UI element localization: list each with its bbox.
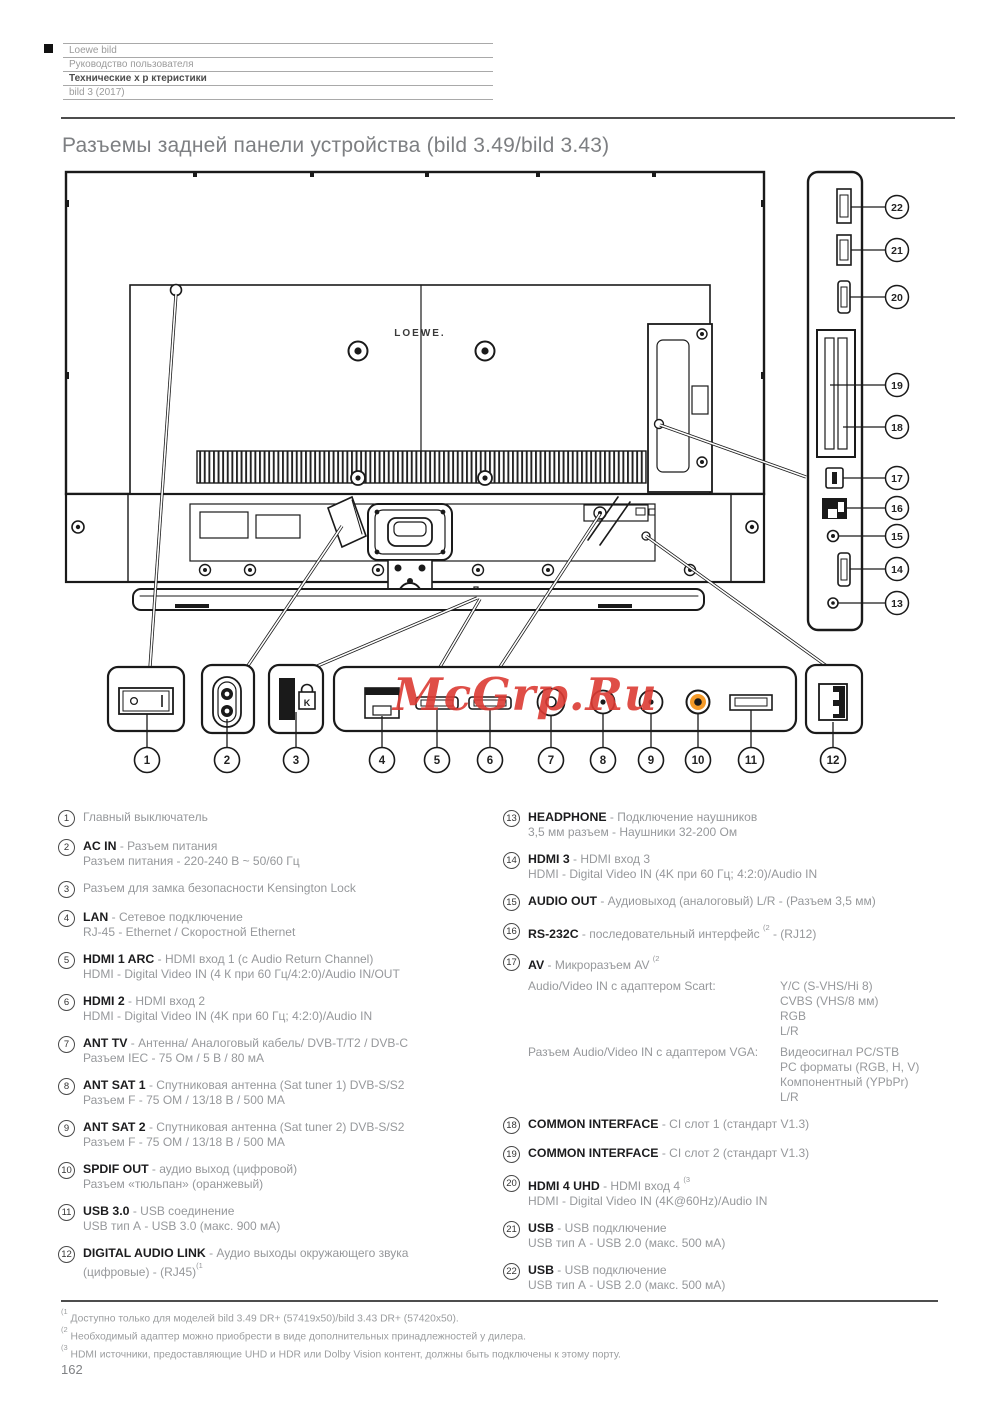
legend-item-15 bbox=[503, 894, 963, 911]
callout-6: 6 bbox=[486, 755, 494, 767]
callout-17: 17 bbox=[891, 473, 903, 485]
callout-22: 22 bbox=[891, 202, 903, 214]
legend-item-number: 5 bbox=[58, 952, 75, 969]
legend-item-13 bbox=[503, 810, 963, 840]
legend-item-text: SPDIF OUT - аудио выход (цифровой) Разъем «тюльпан» (оранжевый) bbox=[83, 1162, 298, 1191]
legend-item-text: COMMON INTERFACE - CI слот 2 (стандарт V1.3) bbox=[528, 1146, 810, 1160]
legend-item-17 bbox=[503, 954, 963, 1105]
legend-left-column bbox=[58, 810, 498, 1292]
callout-7: 7 bbox=[547, 755, 555, 767]
legend-item-number: 7 bbox=[58, 1036, 75, 1053]
legend-item-6 bbox=[58, 994, 498, 1024]
callout-19: 19 bbox=[891, 380, 903, 392]
legend-item-18 bbox=[503, 1117, 963, 1134]
legend-item-number: 3 bbox=[58, 881, 75, 898]
callout-14: 14 bbox=[891, 564, 903, 576]
legend-item-text: ANT SAT 1 - Спутниковая антенна (Sat tuner 1) DVB-S/S2 Разъем F - 75 ОМ / 13/18 В / 500 МА bbox=[83, 1078, 405, 1107]
cable-grommet bbox=[171, 285, 182, 296]
legend-item-text: RS-232C - последовательный интерфейс $^{(2}$ - (RJ12) bbox=[528, 923, 817, 941]
legend-item-19 bbox=[503, 1146, 963, 1163]
callout-3: 3 bbox=[292, 755, 300, 767]
footnote-1: $^{(1}$ Доступно только для моделей bild 3.49 DR+ (57419x50)/bild 3.43 DR+ (57420x50). bbox=[61, 1307, 459, 1325]
legend-item-text: LAN - Сетевое подключение RJ-45 - Ethernet / Скоростной Ethernet bbox=[83, 910, 296, 939]
power-switch bbox=[108, 667, 184, 731]
legend-item-number: 11 bbox=[58, 1204, 75, 1221]
legend-item-4 bbox=[58, 910, 498, 940]
vent-strip bbox=[197, 451, 646, 483]
callout-20: 20 bbox=[891, 292, 903, 304]
legend-item-number: 19 bbox=[503, 1146, 520, 1163]
legend-item-text: HDMI 2 - HDMI вход 2 HDMI - Digital Video IN (4K при 60 Гц; 4:2:0)/Audio IN bbox=[83, 994, 373, 1023]
header-row-model: bild 3 (2017) bbox=[69, 87, 125, 98]
legend-item-text: COMMON INTERFACE - CI слот 1 (стандарт V1.3) bbox=[528, 1117, 810, 1131]
callout-13: 13 bbox=[891, 598, 903, 610]
legend-item-number: 22 bbox=[503, 1263, 520, 1280]
legend-item-text: ANT SAT 2 - Спутниковая антенна (Sat tuner 2) DVB-S/S2 Разъем F - 75 ОМ / 13/18 В / 500 МА bbox=[83, 1120, 405, 1149]
legend-item-number: 17 bbox=[503, 954, 520, 971]
callout-9: 9 bbox=[647, 755, 655, 767]
legend-item-text: USB - USB подключение USB тип А - USB 2.0 (макс. 500 мА) bbox=[528, 1221, 726, 1250]
header-row-section: Технические х р ктеристики bbox=[69, 73, 207, 84]
legend-item-11 bbox=[58, 1204, 498, 1234]
legend-item-8 bbox=[58, 1078, 498, 1108]
legend-item-number: 18 bbox=[503, 1117, 520, 1134]
callout-2: 2 bbox=[223, 755, 231, 767]
legend-item-16 bbox=[503, 923, 963, 942]
legend-item-20 bbox=[503, 1175, 963, 1209]
callout-15: 15 bbox=[891, 531, 903, 543]
legend-item-number: 21 bbox=[503, 1221, 520, 1238]
rs232c-jack bbox=[822, 498, 847, 519]
header-row-brand: Loewe bild bbox=[69, 45, 117, 56]
page-title: Разъемы задней панели устройства (bild 3.49/bild 3.43) bbox=[62, 134, 610, 157]
callout-4: 4 bbox=[378, 755, 386, 767]
legend-item-text: USB 3.0 - USB соединение USB тип А - USB 3.0 (макс. 900 мА) bbox=[83, 1204, 281, 1233]
legend-item-21 bbox=[503, 1221, 963, 1251]
legend-item-number: 16 bbox=[503, 923, 520, 940]
callout-21: 21 bbox=[891, 245, 903, 257]
callout-18: 18 bbox=[891, 422, 903, 434]
legend-item-2 bbox=[58, 839, 498, 869]
legend-item-5 bbox=[58, 952, 498, 982]
callout-1: 1 bbox=[143, 755, 151, 767]
watermark: McGrp.Ru bbox=[393, 668, 658, 721]
legend-item-text: AUDIO OUT - Аудиовыход (аналоговый) L/R - (Разъем 3,5 мм) bbox=[528, 894, 876, 908]
legend-item-7 bbox=[58, 1036, 498, 1066]
legend-item-number: 8 bbox=[58, 1078, 75, 1095]
legend-item-text: Разъем для замка безопасности Kensington Lock bbox=[83, 881, 356, 895]
legend-item-9 bbox=[58, 1120, 498, 1150]
legend-item-text: AC IN - Разъем питания Разъем питания - 220-240 В ~ 50/60 Гц bbox=[83, 839, 300, 868]
callout-12: 12 bbox=[826, 755, 840, 767]
legend-item-number: 20 bbox=[503, 1175, 520, 1192]
footnote-2: $^{(2}$ Необходимый адаптер можно приобрести в виде дополнительных принадлежностей у дилера. bbox=[61, 1324, 526, 1343]
legend-item-text: HDMI 4 UHD - HDMI вход 4 $^{(3}$ HDMI - Digital Video IN (4K@60Hz)/Audio IN bbox=[528, 1175, 768, 1208]
legend-item-number: 14 bbox=[503, 852, 520, 869]
terminal-band bbox=[66, 494, 764, 610]
legend-item-22 bbox=[503, 1263, 963, 1293]
legend-item-text: USB - USB подключение USB тип А - USB 2.0 (макс. 500 мА) bbox=[528, 1263, 726, 1292]
callout-5: 5 bbox=[433, 755, 441, 767]
legend-item-number: 1 bbox=[58, 810, 75, 827]
legend-right-column bbox=[503, 810, 963, 1305]
spdif-out-socket bbox=[687, 691, 710, 714]
footnotes bbox=[61, 1308, 621, 1362]
legend-item-number: 9 bbox=[58, 1120, 75, 1137]
legend-item-text: DIGITAL AUDIO LINK - Аудио выходы окружающего звука (цифровые) - (RJ45)$^{(1}$ bbox=[83, 1246, 409, 1279]
legend-item-number: 4 bbox=[58, 910, 75, 927]
kensington-k-label: K bbox=[303, 698, 311, 708]
legend-item-text: HDMI 1 ARC - HDMI вход 1 (с Audio Return Channel) HDMI - Digital Video IN (4 К при 60 Гц/4:2:0)/Audio IN/OUT bbox=[83, 952, 400, 981]
legend-item-text: ANT TV - Антенна/ Аналоговый кабель/ DVB-T/T2 / DVB-C Разъем IEC - 75 Ом / 5 В / 80 мА bbox=[83, 1036, 409, 1065]
footnote-3: $^{(3}$ HDMI источники, предоставляющие UHD и HDR или Dolby Vision контент, должны быть подключены к этому порту. bbox=[61, 1342, 621, 1361]
legend-item-14 bbox=[503, 852, 963, 882]
bottom-callouts bbox=[135, 748, 846, 773]
legend-item-text: HEADPHONE - Подключение наушников 3,5 мм разъем - Наушники 32-200 Ом bbox=[528, 810, 758, 839]
ci-module bbox=[648, 324, 712, 492]
header-row-manual: Руководство пользователя bbox=[69, 59, 194, 70]
legend-item-number: 15 bbox=[503, 894, 520, 911]
legend-item-number: 13 bbox=[503, 810, 520, 827]
legend-item-number: 12 bbox=[58, 1246, 75, 1263]
legend-item-text: AV - Микроразъем AV $^{(2}$ Audio/Video IN с адаптером Scart: Y/C (S-VHS/Hi 8) CVBS (VHS/8 мм) RGB L/R Разъем Audio/Video IN с адаптером VGA: Видеосигнал PC/STB PC форматы (RGB, H, V) Компонентный (YPbPr) L/R bbox=[528, 954, 920, 1104]
digital-audio-link-box bbox=[806, 665, 862, 733]
legend-item-number: 10 bbox=[58, 1162, 75, 1179]
legend-item-3 bbox=[58, 881, 498, 898]
loewe-logo: LOEWE. bbox=[394, 328, 446, 339]
legend-item-text: Главный выключатель bbox=[83, 810, 208, 824]
legend-item-1 bbox=[58, 810, 498, 827]
callout-11: 11 bbox=[744, 755, 758, 767]
callout-8: 8 bbox=[599, 755, 607, 767]
side-callouts bbox=[886, 196, 909, 615]
page-number: 162 bbox=[61, 1362, 83, 1377]
legend-item-number: 2 bbox=[58, 839, 75, 856]
legend-item-12 bbox=[58, 1246, 498, 1280]
side-panel bbox=[808, 172, 885, 630]
callout-16: 16 bbox=[891, 503, 903, 515]
legend-item-number: 6 bbox=[58, 994, 75, 1011]
ac-in-connector bbox=[202, 665, 254, 733]
callout-10: 10 bbox=[691, 755, 705, 767]
legend-item-text: HDMI 3 - HDMI вход 3 HDMI - Digital Video IN (4K при 60 Гц; 4:2:0)/Audio IN bbox=[528, 852, 818, 881]
legend-item-10 bbox=[58, 1162, 498, 1192]
